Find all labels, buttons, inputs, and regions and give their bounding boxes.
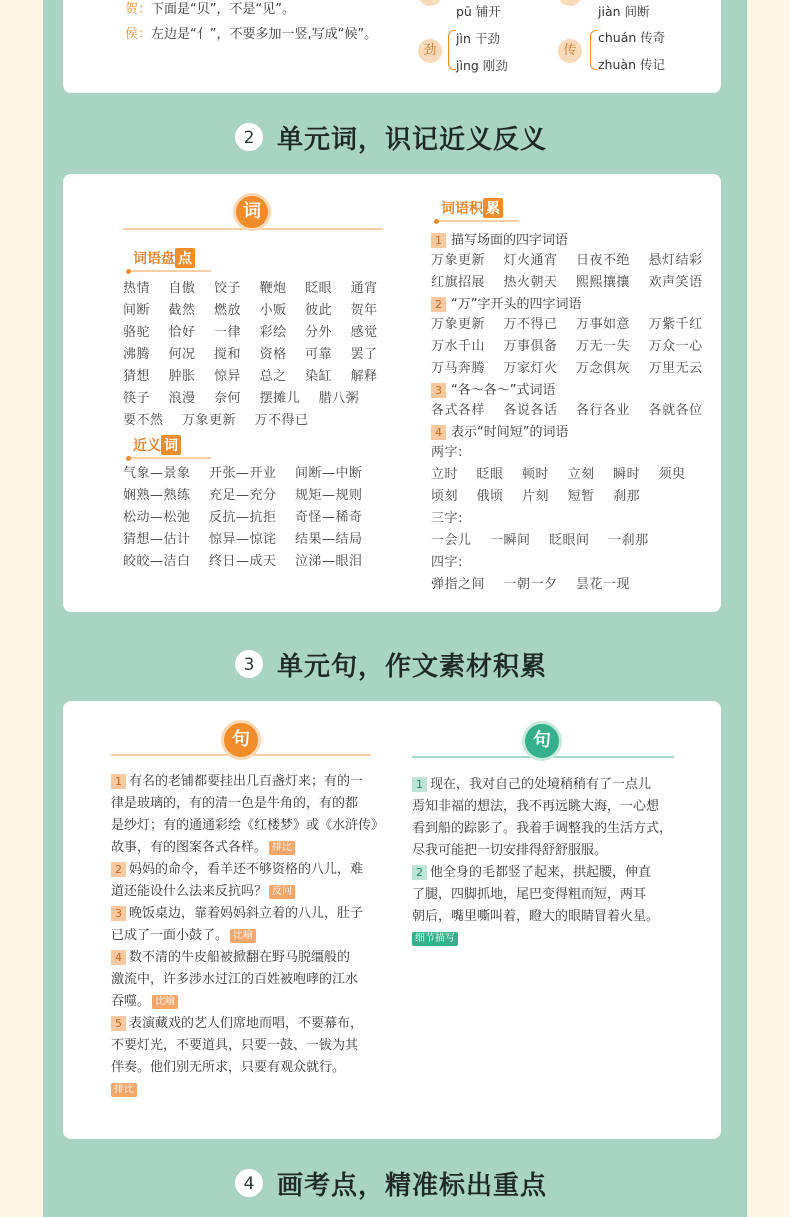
rhetoric-tag: 排比 <box>111 1083 137 1097</box>
word-row: 三字: <box>431 511 463 526</box>
synonym-row: 娴熟—熟练 充足—充分 规矩—规则 <box>123 488 363 503</box>
pinyin-reading: jìng 刚劲 <box>456 58 508 73</box>
rhetoric-tag: 比喻 <box>152 995 178 1009</box>
sentence-number: 1 <box>111 774 126 789</box>
category-title <box>431 293 581 312</box>
rhetoric-tag: 比喻 <box>230 929 256 943</box>
sentence-item <box>111 1013 363 1101</box>
description-tag: 细节描写 <box>412 932 458 946</box>
sentence-number: 4 <box>111 950 126 965</box>
word-row: 红旗招展 热火朝天 熙熙攘攘 欢声笑语 <box>431 275 703 290</box>
category-label: “各～各～”式词语 <box>451 383 556 398</box>
char-circle: 传 <box>558 39 582 63</box>
pinyin-reading: jìn 干劲 <box>456 31 500 46</box>
tip-line: 侯：左边是“亻”，不要多加一竖,写成“候”。 <box>125 27 378 42</box>
category-title <box>431 421 568 440</box>
tip-line: 贺：下面是“贝”，不是“见”。 <box>125 2 295 17</box>
word-row: 筷子 浪漫 奈何 摆摊儿 腊八粥 <box>123 391 360 406</box>
word-row: 万象更新 灯火通宵 日夜不绝 悬灯结彩 <box>431 253 703 268</box>
sentence-text: 朝后，嘴里嘶叫着，瞪大的眼睛冒着火星。 <box>412 909 660 924</box>
synonym-row: 猜想—估计 惊异—惊诧 结果—结局 <box>123 532 363 547</box>
category-title <box>431 229 568 248</box>
sentence-number: 2 <box>111 862 126 877</box>
word-row: 一会儿 一瞬间 眨眼间 一刹那 <box>431 533 649 548</box>
word-row: 四字: <box>431 555 463 570</box>
word-row: 间断 截然 燃放 小贩 彼此 贺年 <box>123 303 378 318</box>
word-row: 沸腾 何况 搅和 资格 可靠 罢了 <box>123 347 378 362</box>
sentence-text: 尽我可能把一切安排得舒舒服服。 <box>412 843 608 858</box>
word-row: 要不然 万象更新 万不得已 <box>123 413 309 428</box>
sentence-text: 有名的老铺都要挂出几百盏灯来；有的一 <box>129 774 364 789</box>
category-number: 3 <box>431 383 446 398</box>
word-row: 万马奔腾 万家灯火 万念俱灰 万里无云 <box>431 361 703 376</box>
sentence-item <box>111 771 384 859</box>
char-tips-card <box>63 0 721 93</box>
synonym-heading: 近义 词 <box>133 435 181 455</box>
char-circle: 劲 <box>418 39 442 63</box>
sentence-text: 晚饭桌边，靠着妈妈斜立着的八儿，肚子 <box>129 906 364 921</box>
ju-badge-orange: 句 <box>221 720 261 760</box>
category-label: “万”字开头的四字词语 <box>451 297 582 312</box>
char-circle <box>418 0 442 6</box>
pinyin-reading: zhuàn 传记 <box>598 57 665 72</box>
word-row: 顷刻 俄顷 片刻 短暂 刹那 <box>431 489 641 504</box>
sentence-text: 了腿，四脚抓地，尾巴变得粗而短，两耳 <box>412 887 647 902</box>
sentence-text: 表演藏戏的艺人们席地而唱，不要幕布， <box>129 1016 364 1031</box>
sentence-text: 妈妈的命令，看羊还不够资格的八儿，难 <box>129 862 364 877</box>
brace <box>448 30 456 70</box>
category-number: 4 <box>431 425 446 440</box>
synonym-row: 气象—景象 开张—开业 间断—中断 <box>123 466 363 481</box>
accumulate-heading: 词语积 累 <box>441 198 503 218</box>
category-title <box>431 379 555 398</box>
category-label: 表示“时间短”的词语 <box>451 425 569 440</box>
category-number: 1 <box>431 233 446 248</box>
word-row: 两字: <box>431 445 463 460</box>
section-number: 4 <box>235 1169 263 1197</box>
sentence-text: 他全身的毛都竖了起来，拱起腰，伸直 <box>430 865 652 880</box>
sentence-number: 5 <box>111 1016 126 1031</box>
synonym-row: 皎皎—洁白 终日—成天 泣涕—眼泪 <box>123 554 363 569</box>
sentence-item <box>111 947 358 1013</box>
sentences-card <box>63 701 721 1139</box>
sentence-number: 3 <box>111 906 126 921</box>
sentence-text: 吞噬。 <box>111 994 151 1009</box>
word-row: 各式各样 各说各话 各行各业 各就各位 <box>431 403 703 418</box>
left-margin <box>0 0 43 1217</box>
ju-badge-green: 句 <box>522 721 562 761</box>
char-circle <box>558 0 582 6</box>
ci-badge: 词 <box>233 193 271 231</box>
category-label: 描写场面的四字词语 <box>451 233 569 248</box>
sentence-text: 道还能设什么法来反抗吗？ <box>111 884 268 899</box>
word-row: 立时 眨眼 顿时 立刻 瞬时 须臾 <box>431 467 686 482</box>
category-number: 2 <box>431 297 446 312</box>
section-number: 2 <box>235 123 263 151</box>
pinyin-reading: jiàn 间断 <box>598 4 650 19</box>
panel-heading: 词语盘 点 <box>133 248 195 268</box>
sentence-text: 现在，我对自己的处境稍稍有了一点儿 <box>430 777 652 792</box>
word-row: 猜想 肿胀 惊异 总之 染缸 解释 <box>123 369 378 384</box>
rhetoric-tag: 排比 <box>269 841 295 855</box>
sentence-number: 2 <box>412 865 427 880</box>
synonym-row: 松动—松弛 反抗—抗拒 奇怪—稀奇 <box>123 510 363 525</box>
sentence-item <box>412 862 659 928</box>
words-card <box>63 174 721 612</box>
word-row: 万水千山 万事俱备 万无一失 万众一心 <box>431 339 703 354</box>
pinyin-reading: chuán 传奇 <box>598 30 666 45</box>
word-row: 弹指之间 一朝一夕 昙花一现 <box>431 577 631 592</box>
section-number: 3 <box>235 650 263 678</box>
sentence-text: 不要灯光，不要道具，只要一鼓、一钹为其 <box>111 1038 359 1053</box>
sentence-text: 是纱灯；有的通通彩绘《红楼梦》或《水浒传》 <box>111 818 385 833</box>
rhetoric-tag: 反问 <box>269 885 295 899</box>
sentence-text: 已成了一面小鼓了。 <box>111 928 229 943</box>
section-title: 单元词，识记近义反义 <box>277 125 548 155</box>
word-row: 万象更新 万不得已 万事如意 万紫千红 <box>431 317 703 332</box>
sentence-item <box>111 903 363 947</box>
sentence-text: 律是玻璃的，有的清一色是牛角的，有的都 <box>111 796 359 811</box>
pinyin-reading: pū 铺开 <box>456 4 501 19</box>
sentence-text: 看到船的踪影了。我着手调整我的生活方式， <box>412 821 673 836</box>
sentence-item <box>412 774 672 862</box>
sentence-text: 数不清的牛皮船被掀翻在野马脱缰般的 <box>129 950 351 965</box>
sentence-number: 1 <box>412 777 427 792</box>
word-row: 热情 自傲 饺子 鞭炮 眨眼 通宵 <box>123 281 378 296</box>
brace <box>590 30 598 70</box>
right-margin <box>747 0 790 1217</box>
sentence-item <box>111 859 363 903</box>
sentence-text: 伴奏。他们别无所求，只要有观众就行。 <box>111 1060 346 1075</box>
sentence-text: 故事，有的图案各式各样。 <box>111 840 268 855</box>
section-title: 单元句，作文素材积累 <box>277 652 548 682</box>
section-title: 画考点，精准标出重点 <box>277 1171 548 1201</box>
sentence-text: 焉知非福的想法，我不再远眺大海，一心想 <box>412 799 660 814</box>
word-row: 骆驼 恰好 一律 彩绘 分外 感觉 <box>123 325 378 340</box>
sentence-text: 激流中，许多涉水过江的百姓被咆哮的江水 <box>111 972 359 987</box>
